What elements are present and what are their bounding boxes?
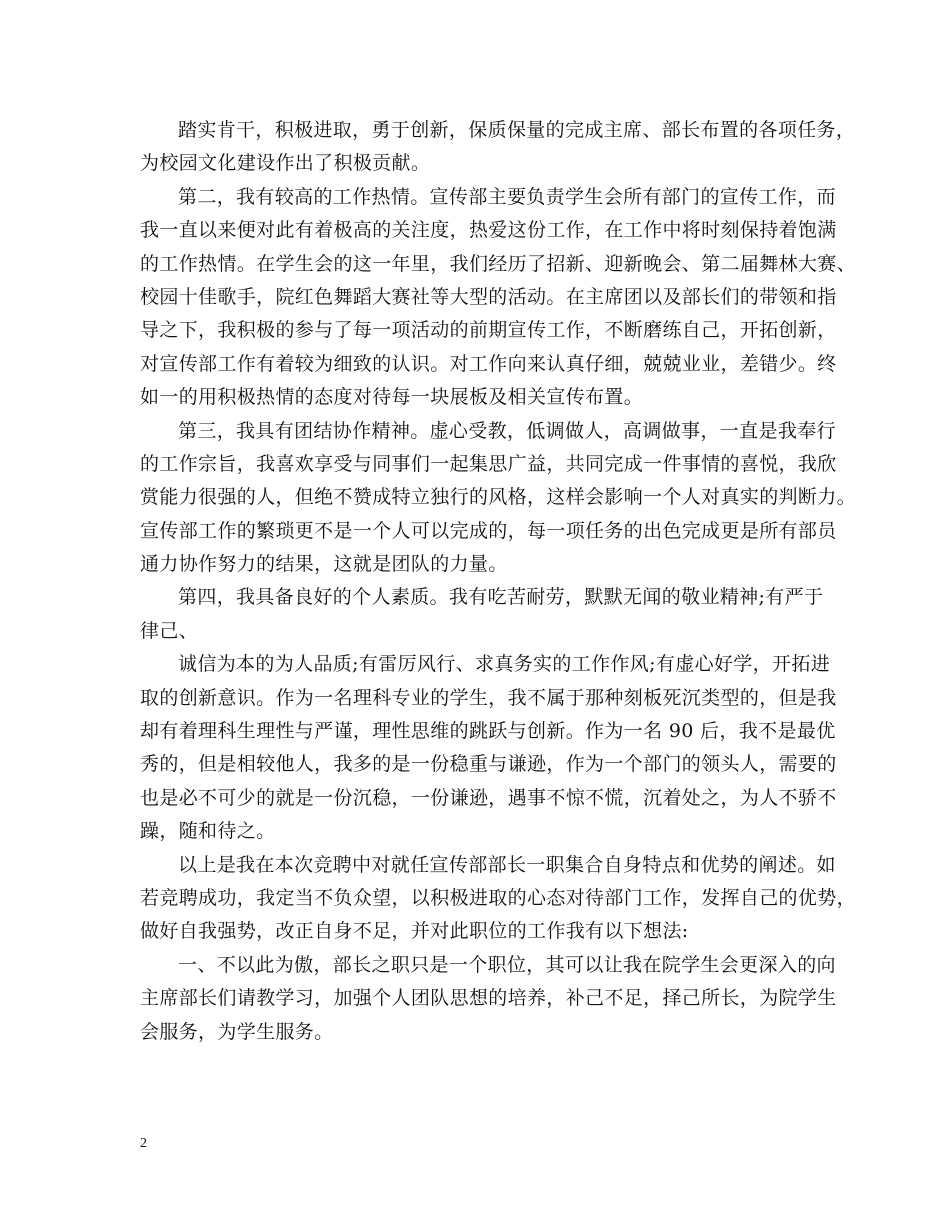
page-number: 2 (140, 1136, 147, 1151)
text-line: 第四，我具备良好的个人素质。我有吃苦耐劳，默默无闻的敬业精神;有严于 (178, 586, 824, 609)
text-line: 赏能力很强的人，但绝不赞成特立独行的风格，这样会影响一个人对真实的判断力。 (140, 486, 856, 509)
text-line: 律己、 (140, 619, 199, 642)
text-line: 校园十佳歌手，院红色舞蹈大赛社等大型的活动。在主席团以及部长们的带领和指 (140, 285, 837, 308)
text-line: 的工作热情。在学生会的这一年里，我们经历了招新、迎新晚会、第二届舞林大赛、 (140, 252, 856, 275)
text-line: 对宣传部工作有着较为细致的认识。对工作向来认真仔细，兢兢业业，差错少。终 (140, 352, 837, 375)
text-line: 踏实肯干，积极进取，勇于创新，保质保量的完成主席、部长布置的各项任务， (178, 119, 856, 141)
text-line: 第三，我具有团结协作精神。虚心受教，低调做人，高调做事，一直是我奉行 (178, 419, 836, 442)
text-line: 若竞聘成功，我定当不负众望，以积极进取的心态对待部门工作，发挥自己的优势， (140, 886, 856, 909)
text-line: 为校园文化建设作出了积极贡献。 (140, 152, 431, 175)
text-line: 做好自我强势，改正自身不足，并对此职位的工作我有以下想法: (140, 920, 689, 943)
document-body (140, 114, 856, 1049)
text-line: 秀的，但是相较他人，我多的是一份稳重与谦逊，作为一个部门的领头人，需要的 (140, 753, 837, 776)
text-line: 如一的用积极热情的态度对待每一块展板及相关宣传布置。 (140, 386, 644, 409)
text-line: 躁，随和待之。 (140, 820, 276, 843)
text-line: 以上是我在本次竞聘中对就任宣传部部长一职集合自身特点和优势的阐述。如 (178, 853, 836, 876)
text-line: 会服务，为学生服务。 (140, 1020, 334, 1043)
text-line: 也是必不可少的就是一份沉稳，一份谦逊，遇事不惊不慌，沉着处之，为人不骄不 (140, 786, 837, 809)
text-line: 一、不以此为傲，部长之职只是一个职位，其可以让我在院学生会更深入的向 (178, 953, 836, 976)
text-line: 导之下，我积极的参与了每一项活动的前期宣传工作，不断磨练自己，开拓创新， (140, 319, 837, 342)
text-line: 诚信为本的为人品质;有雷厉风行、求真务实的工作作风;有虚心好学，开拓进 (178, 653, 831, 676)
text-line: 主席部长们请教学习，加强个人团队思想的培养，补己不足，择己所长，为院学生 (140, 987, 837, 1010)
text-line: 取的创新意识。作为一名理科专业的学生，我不属于那种刻板死沉类型的，但是我 (140, 686, 837, 709)
text-line: 宣传部工作的繁琐更不是一个人可以完成的，每一项任务的出色完成更是所有部员 (140, 519, 837, 542)
text-line: 却有着理科生理性与严谨，理性思维的跳跃与创新。作为一名 90 后，我不是最优 (140, 720, 836, 743)
text-line: 的工作宗旨，我喜欢享受与同事们一起集思广益，共同完成一件事情的喜悦，我欣 (140, 452, 837, 475)
text-line: 第二，我有较高的工作热情。宣传部主要负责学生会所有部门的宣传工作，而 (178, 185, 836, 208)
text-line: 我一直以来便对此有着极高的关注度，热爱这份工作，在工作中将时刻保持着饱满 (140, 219, 837, 242)
text-line: 通力协作努力的结果，这就是团队的力量。 (140, 553, 508, 576)
